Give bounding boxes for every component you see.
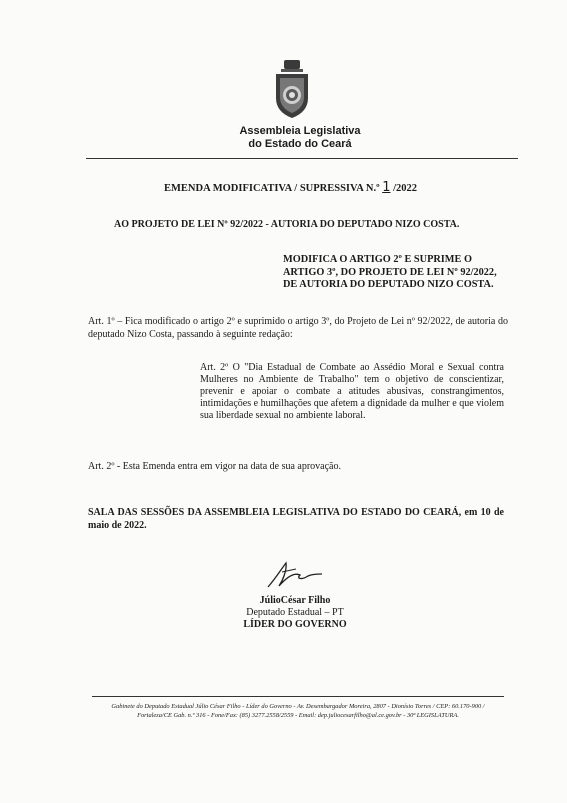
ementa [283,254,501,292]
ementa-line: ARTIGO 3º, DO PROJETO DE LEI Nº 92/2022, [283,266,497,278]
signer-title: LÍDER DO GOVERNO [243,619,347,630]
amendment-title-suffix: /2022 [393,183,418,194]
signer-role: Deputado Estadual – PT [246,607,344,618]
header-divider [86,158,518,159]
closing-statement: SALA DAS SESSÕES DA ASSEMBLEIA LEGISLATIVA DO ESTADO DO CEARÁ, em 10 de maio de 2022. [88,507,504,531]
amendment-title-prefix: EMENDA MODIFICATIVA / SUPRESSIVA N.º [164,183,380,194]
signer-name: JúlioCésar Filho [259,595,331,606]
footer-divider [92,696,504,697]
amendment-title [164,180,417,195]
institution-name-line2: do Estado do Ceará [248,138,352,150]
handwritten-signature [262,560,324,590]
state-coat-of-arms-icon [273,58,311,120]
article-2: Art. 2º - Esta Emenda entra em vigor na data de sua aprovação. [88,461,341,472]
ementa-line: DE AUTORIA DO DEPUTADO NIZO COSTA. [283,279,494,290]
article-1: Art. 1º – Fica modificado o artigo 2º e suprimido o artigo 3º, do Projeto de Lei nº 92/2022, de autoria do deputado Nizo Costa, passando à seguinte redação: [88,316,508,340]
article-1-quoted-text: Art. 2º O "Dia Estadual de Combate ao Assédio Moral e Sexual contra Mulheres no Ambiente de Trabalho" tem o objetivo de conscientizar, prevenir e apoiar o combate a atitudes abusivas, constrangimentos, intimidações e humilhações que afetem a dignidade da mulher e que violem sua liberdade sexual no ambiente laboral. [200,362,504,421]
footer-address-line2: Fortaleza/CE Gab. n.º 316 - Fone/Fax: (85) 3277.2558/2559 - Email: dep.juliocesarfilho@al.ce.gov.br - 30ª LEGISLATURA. [137,712,459,719]
amendment-number: 1 [382,180,391,195]
footer-address-line1: Gabinete do Deputado Estadual Júlio César Filho - Líder do Governo - Av. Desembargador Moreira, 2807 - Dionísio Torres / CEP: 60.170-900 / [111,703,485,710]
amendment-subtitle: AO PROJETO DE LEI Nº 92/2022 - AUTORIA DO DEPUTADO NIZO COSTA. [114,219,460,230]
ementa-line: MODIFICA O ARTIGO 2º E SUPRIME O [283,254,472,265]
institution-name-line1: Assembleia Legislativa [239,125,361,137]
